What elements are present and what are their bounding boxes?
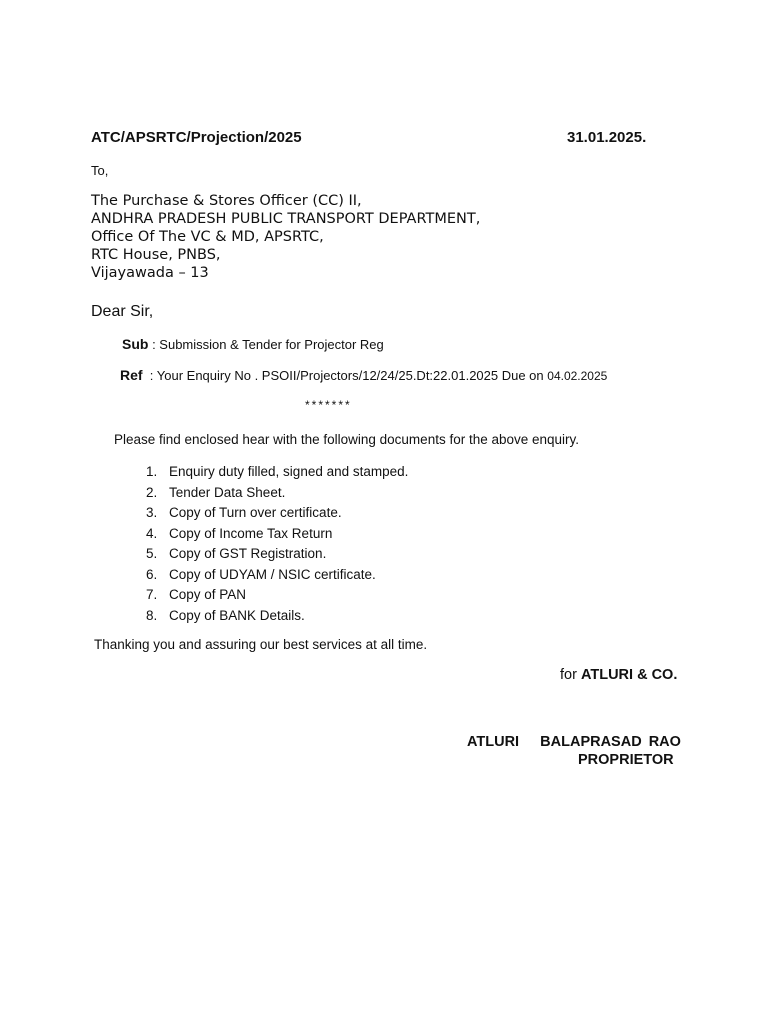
subject-label: Sub [122, 336, 149, 352]
closing-paragraph: Thanking you and assuring our best services at all time. [94, 637, 428, 652]
recipient-address [91, 192, 480, 282]
letter-reference-number: ATC/APSRTC/Projection/2025 [91, 129, 302, 146]
list-item: 7. Copy of PAN [146, 587, 247, 602]
salutation: Dear Sir, [91, 303, 154, 320]
subject-text: : Submission & Tender for Projector Reg [148, 337, 384, 352]
address-line: ANDHRA PRADESH PUBLIC TRANSPORT DEPARTMENT, [91, 211, 481, 227]
reference-label: Ref [120, 367, 143, 383]
subject-line [122, 336, 384, 352]
reference-line [120, 367, 607, 383]
list-item: 3. Copy of Turn over certificate. [146, 505, 342, 520]
list-item: 1. Enquiry duty filled, signed and stamped. [146, 464, 409, 479]
due-date: 04.02.2025 [547, 369, 608, 383]
signatory-name: ATLURI BALAPRASAD RAO [467, 734, 681, 750]
address-line: Office Of The VC & MD, APSRTC, [91, 229, 324, 245]
list-item: 4. Copy of Income Tax Return [146, 525, 333, 541]
reference-text: : Your Enquiry No . PSOII/Projectors/12/24/25.Dt:22.01.2025 Due on [142, 368, 548, 383]
enclosed-documents-list [146, 462, 408, 626]
list-item: 8. Copy of BANK Details. [146, 607, 305, 623]
list-item: 5. Copy of GST Registration. [146, 546, 327, 561]
signatory-title: PROPRIETOR [578, 752, 674, 768]
for-company-line [560, 667, 677, 683]
for-prefix: for [560, 667, 581, 683]
address-line: RTC House, PNBS, [91, 247, 221, 263]
to-label: To, [91, 163, 109, 178]
letter-date: 31.01.2025. [567, 129, 647, 146]
separator-stars: ******* [305, 398, 352, 412]
list-item: 2. Tender Data Sheet. [146, 484, 286, 500]
list-item: 6. Copy of UDYAM / NSIC certificate. [146, 566, 376, 582]
address-line: Vijayawada – 13 [91, 265, 209, 281]
intro-paragraph: Please find enclosed hear with the following documents for the above enquiry. [114, 432, 580, 447]
address-line: The Purchase & Stores Officer (CC) II, [91, 193, 362, 209]
company-name: ATLURI & CO. [580, 667, 678, 683]
